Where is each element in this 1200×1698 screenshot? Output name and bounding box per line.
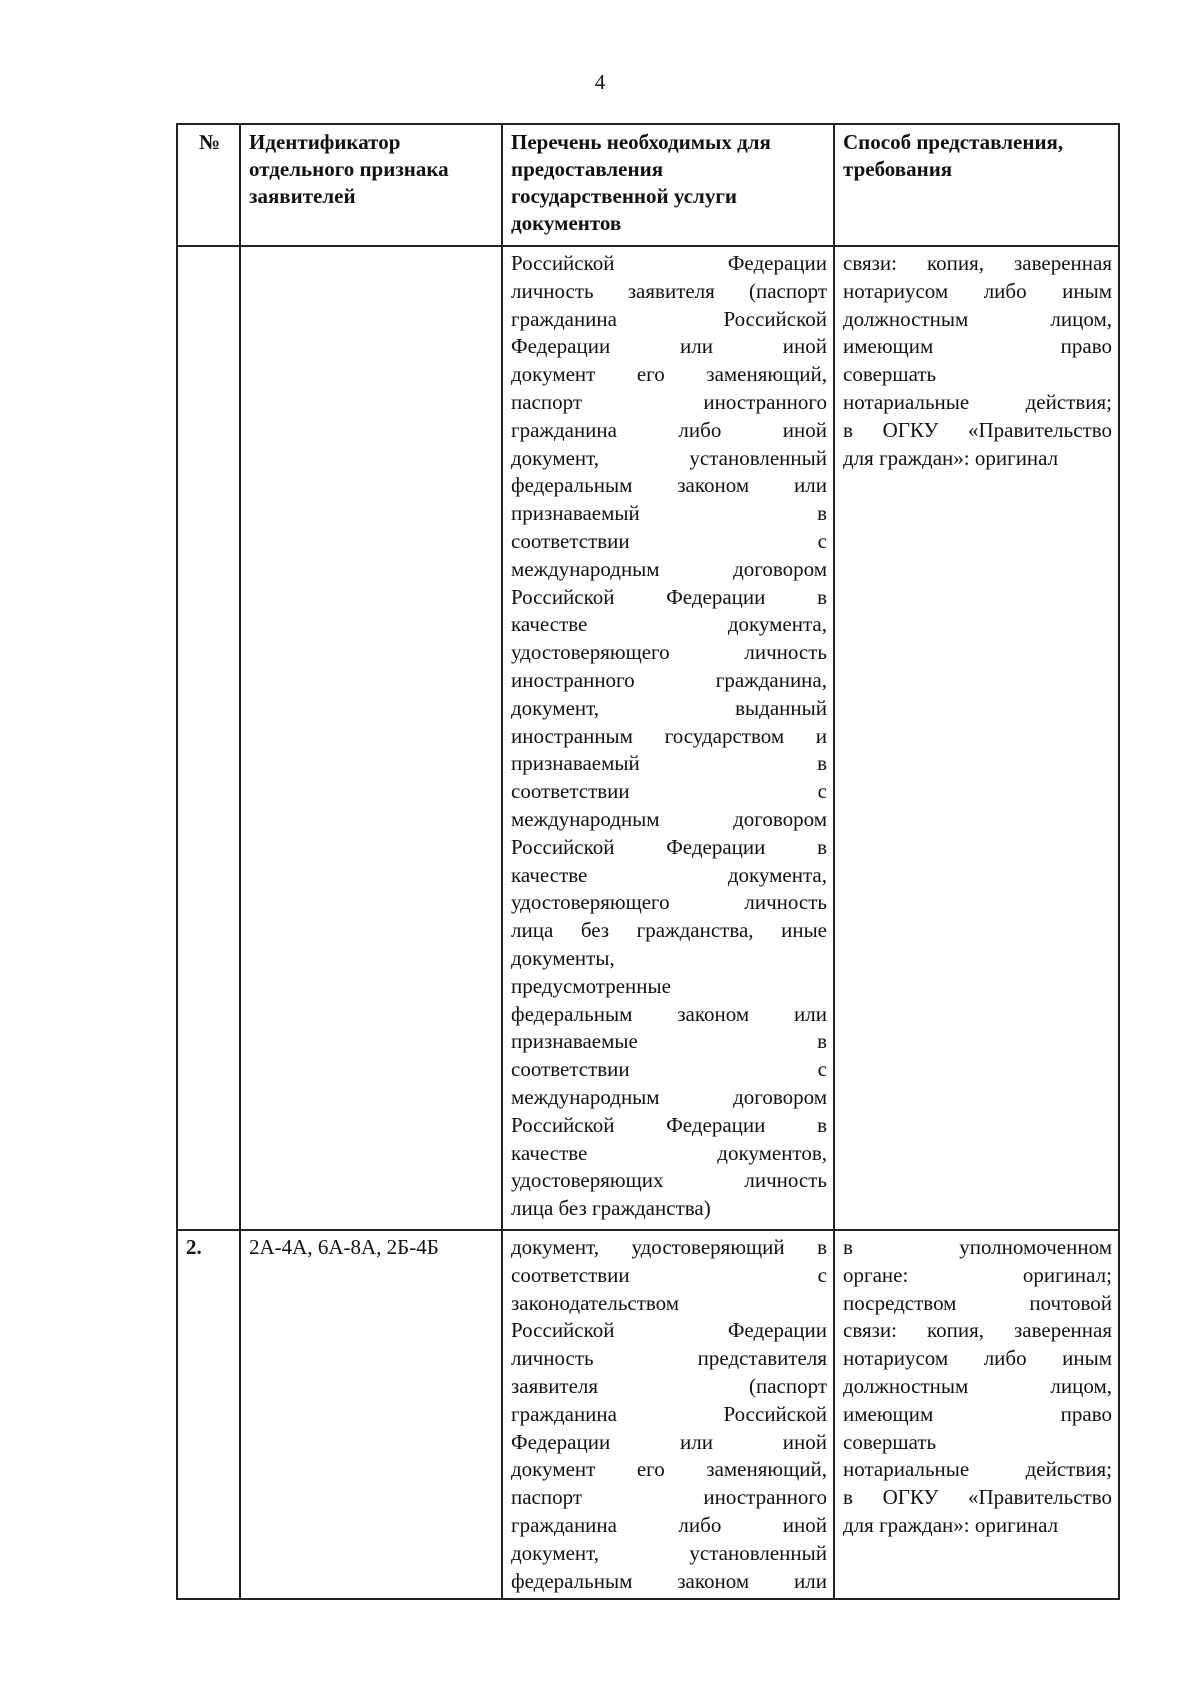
table-header-row (177, 124, 1119, 246)
text-line: законодательством (511, 1290, 680, 1315)
text-line: признаваемые в (511, 1029, 827, 1054)
text-line: документ его заменяющий, (511, 362, 827, 387)
text-line: имеющим право (843, 334, 1112, 359)
text-line: предусмотренные (511, 973, 671, 998)
row2-documents (502, 1230, 834, 1599)
text-line: лица без гражданства, иные (511, 918, 827, 943)
text-line: удостоверяющего личность (511, 640, 827, 665)
text-line: связи: копия, заверенная (843, 251, 1112, 275)
text-line: совершать (843, 362, 937, 387)
text-line: гражданина Российской (511, 306, 827, 331)
text-line: документ, установленный (511, 1540, 827, 1565)
row1-documents (502, 246, 834, 1230)
header-identifier-text (241, 125, 501, 212)
text-line: Российской Федерации (511, 1318, 827, 1343)
row2-documents-text (503, 1231, 833, 1598)
documents-table (176, 123, 1120, 1600)
text-line: Российской Федерации (511, 251, 827, 275)
header-method (834, 124, 1119, 246)
text-line: нотариальные действия; (843, 1457, 1112, 1482)
header-method-text (835, 125, 1118, 185)
text-line: международным договором (511, 556, 827, 581)
text-line: признаваемый в (511, 501, 827, 526)
text-line: в ОГКУ «Правительство (843, 1485, 1112, 1510)
text-line: иностранного гражданина, (511, 667, 827, 692)
row1-method-text (835, 247, 1118, 475)
text-line: документ, выданный (511, 695, 827, 720)
text-line: документ его заменяющий, (511, 1457, 827, 1482)
text-line: посредством почтовой (843, 1290, 1112, 1315)
text-line: гражданина Российской (511, 1401, 827, 1426)
text-line: Идентификатор (249, 130, 401, 154)
text-line: для граждан»: оригинал (843, 445, 1059, 470)
row2-number: 2. (177, 1230, 240, 1599)
text-line: заявителя (паспорт (511, 1373, 827, 1398)
table-row (177, 1230, 1119, 1599)
header-documents (502, 124, 834, 246)
header-identifier (240, 124, 502, 246)
text-line: качестве документа, (511, 612, 827, 637)
row1-identifier (240, 246, 502, 1230)
text-line: качестве документов, (511, 1140, 827, 1165)
text-line: удостоверяющих личность (511, 1168, 827, 1193)
text-line: Российской Федерации в (511, 834, 827, 859)
text-line: связи: копия, заверенная (843, 1318, 1112, 1343)
text-line: для граждан»: оригинал (843, 1512, 1059, 1537)
text-line: соответствии с (511, 1057, 827, 1082)
text-line: документов (511, 211, 622, 235)
text-line: паспорт иностранного (511, 1485, 827, 1510)
row1-method (834, 246, 1119, 1230)
text-line: совершать (843, 1429, 937, 1454)
text-line: Российской Федерации в (511, 1112, 827, 1137)
text-line: предоставления (511, 157, 664, 181)
text-line: соответствии с (511, 528, 827, 553)
text-line: лица без гражданства) (511, 1196, 711, 1221)
text-line: документ, установленный (511, 445, 827, 470)
text-line: нотариусом либо иным (843, 1346, 1112, 1371)
text-line: личность представителя (511, 1346, 827, 1371)
text-line: соответствии с (511, 779, 827, 804)
text-line: признаваемый в (511, 751, 827, 776)
text-line: заявителей (249, 184, 356, 208)
text-line: должностным лицом, (843, 1373, 1112, 1398)
text-line: Способ представления, (843, 130, 1064, 154)
text-line: личность заявителя (паспорт (511, 278, 827, 303)
text-line: нотариусом либо иным (843, 278, 1112, 303)
text-line: федеральным законом или (511, 473, 827, 498)
text-line: гражданина либо иной (511, 417, 827, 442)
text-line: паспорт иностранного (511, 389, 827, 414)
text-line: международным договором (511, 1084, 827, 1109)
row2-identifier: 2А-4А, 6А-8А, 2Б-4Б (240, 1230, 502, 1599)
text-line: нотариальные действия; (843, 389, 1112, 414)
text-line: удостоверяющего личность (511, 890, 827, 915)
row2-method-text (835, 1231, 1118, 1543)
text-line: органе: оригинал; (843, 1262, 1112, 1287)
text-line: федеральным законом или (511, 1001, 827, 1026)
text-line: в ОГКУ «Правительство (843, 417, 1112, 442)
text-line: документ, удостоверяющий в (511, 1235, 827, 1259)
page-number: 4 (594, 70, 606, 94)
table-row (177, 246, 1119, 1230)
header-number: № (177, 124, 240, 246)
text-line: международным договором (511, 806, 827, 831)
text-line: имеющим право (843, 1401, 1112, 1426)
text-line: федеральным законом или (511, 1568, 827, 1593)
header-documents-text (503, 125, 833, 239)
text-line: государственной услуги (511, 184, 737, 208)
text-line: отдельного признака (249, 157, 449, 181)
text-line: Федерации или иной (511, 334, 827, 359)
text-line: документы, (511, 945, 615, 970)
text-line: качестве документа, (511, 862, 827, 887)
text-line: Перечень необходимых для (511, 130, 771, 154)
text-line: соответствии с (511, 1262, 827, 1287)
text-line: должностным лицом, (843, 306, 1112, 331)
text-line: в уполномоченном (843, 1235, 1112, 1259)
text-line: требования (843, 157, 953, 181)
row2-method (834, 1230, 1119, 1599)
row1-documents-text (503, 247, 833, 1226)
text-line: Федерации или иной (511, 1429, 827, 1454)
text-line: Российской Федерации в (511, 584, 827, 609)
text-line: гражданина либо иной (511, 1512, 827, 1537)
row1-number (177, 246, 240, 1230)
text-line: иностранным государством и (511, 723, 827, 748)
